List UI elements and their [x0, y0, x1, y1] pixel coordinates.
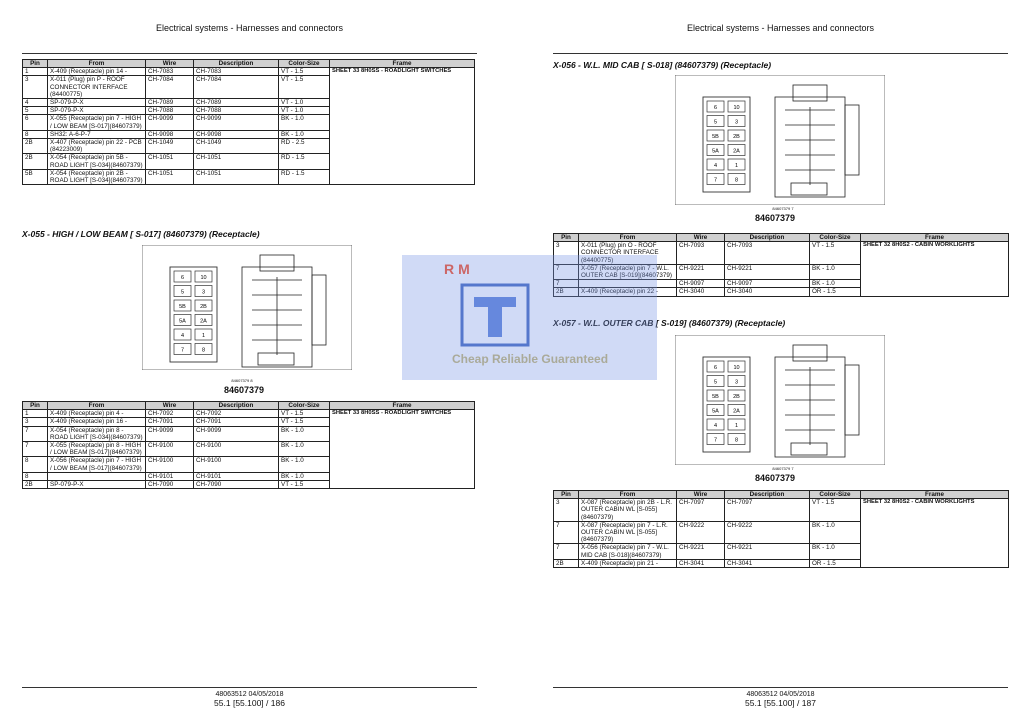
- table-cell: CH-7083: [146, 68, 194, 76]
- frame-cell: SHEET 33 8H0SS - ROADLIGHT SWITCHES: [330, 410, 475, 489]
- figure-small-label: 84607379 7: [772, 206, 794, 211]
- table-cell: X-011 (Plug) pin P - ROOF CONNECTOR INTERFACE (84400775): [48, 76, 146, 99]
- wrench-logo-icon: [460, 283, 530, 348]
- table-cell: BK - 1.0: [279, 115, 330, 130]
- pin-label: 7: [713, 177, 718, 184]
- table-cell: CH-9101: [194, 472, 279, 480]
- table-cell: CH-9222: [725, 521, 810, 544]
- table-cell: CH-7088: [146, 107, 194, 115]
- pin-label: 2B: [200, 304, 207, 310]
- watermark: [402, 255, 657, 380]
- pin-label: 6: [180, 275, 185, 281]
- pin-label: 5: [180, 289, 185, 296]
- pin-label: 6: [713, 365, 718, 371]
- connector-figure-x055: [142, 245, 352, 370]
- table-cell: X-409 (Receptacle) pin 21 -: [579, 559, 677, 567]
- table-cell: CH-3041: [677, 559, 725, 567]
- page-footer: [22, 690, 477, 708]
- table-cell: RD - 1.5: [279, 154, 330, 169]
- table-cell: CH-7090: [146, 481, 194, 489]
- footer-page-number: 55.1 [55.100] / 186: [214, 698, 285, 708]
- column-header: Description: [194, 402, 279, 410]
- table-cell: CH-7089: [146, 99, 194, 107]
- pin-label: 10: [733, 105, 740, 111]
- column-header: From: [48, 60, 146, 68]
- table-cell: VT - 1.5: [810, 499, 861, 522]
- pin-label: 10: [200, 275, 207, 281]
- pin-label: 5: [713, 119, 718, 126]
- table-cell: X-409 (Receptacle) pin 4 -: [48, 410, 146, 418]
- pin-label: 8: [734, 177, 739, 184]
- table-cell: X-054 (Receptacle) pin 8 - ROAD LIGHT [S-034](84607379): [48, 426, 146, 441]
- table-cell: X-407 (Receptacle) pin 22 - PCB (84223009): [48, 139, 146, 154]
- frame-cell: SHEET 32 8H0S2 - CABIN WORKLIGHTS: [861, 499, 1009, 568]
- table-cell: X-409 (Receptacle) pin 22 -: [579, 288, 677, 296]
- table-cell: 2B: [23, 154, 48, 169]
- table-cell: 2B: [23, 139, 48, 154]
- pin-label: 5A: [712, 148, 719, 155]
- table-cell: CH-9099: [194, 115, 279, 130]
- pin-label: 8: [734, 437, 739, 444]
- frame-cell: SHEET 33 8H0SS - ROADLIGHT SWITCHES: [330, 68, 475, 185]
- table-cell: CH-7093: [677, 242, 725, 265]
- table-cell: BK - 1.0: [810, 544, 861, 559]
- table-row: [554, 499, 1009, 522]
- table-cell: 7: [23, 426, 48, 441]
- pin-label: 8: [201, 347, 206, 354]
- table-cell: X-087 (Receptacle) pin 7 - L.R. OUTER CABIN WL [S-055](84607379): [579, 521, 677, 544]
- pin-label: 1: [734, 423, 739, 429]
- table-cell: RD - 2.5: [279, 139, 330, 154]
- part-number: 84607379: [754, 213, 796, 223]
- table-cell: 7: [554, 521, 579, 544]
- pin-label: 5B: [179, 304, 186, 310]
- table-cell: X-409 (Receptacle) pin 16 -: [48, 418, 146, 426]
- table-cell: X-057 (Receptacle) pin 7 - W.L. OUTER CAB [S-019](84607379): [579, 264, 677, 279]
- table-cell: CH-7097: [677, 499, 725, 522]
- table-cell: VT - 1.0: [279, 99, 330, 107]
- column-header: Pin: [554, 491, 579, 499]
- table-cell: CH-9099: [194, 426, 279, 441]
- pin-label: 2B: [733, 134, 740, 140]
- table-cell: X-054 (Receptacle) pin 5B - ROAD LIGHT [S-034](84607379): [48, 154, 146, 169]
- table-cell: 4: [23, 99, 48, 107]
- table-cell: 3: [23, 76, 48, 99]
- frame-cell: SHEET 32 8H0S2 - CABIN WORKLIGHTS: [861, 242, 1009, 296]
- table-cell: 6: [23, 115, 48, 130]
- figure-small-label: 84607379 8: [231, 378, 253, 383]
- table-cell: CH-9098: [194, 130, 279, 138]
- table-cell: CH-9097: [725, 280, 810, 288]
- table-cell: X-055 (Receptacle) pin 7 - HIGH / LOW BEAM [S-017](84607379): [48, 115, 146, 130]
- table-row: [23, 410, 475, 418]
- table-cell: CH-7093: [725, 242, 810, 265]
- table-cell: CH-9099: [146, 115, 194, 130]
- column-header: Wire: [677, 491, 725, 499]
- pin-label: 1: [201, 333, 206, 339]
- table-cell: CH-9100: [146, 442, 194, 457]
- figure-small-label: 84607379 7: [772, 466, 794, 471]
- pin-label: 5A: [712, 408, 719, 415]
- table-cell: CH-7084: [194, 76, 279, 99]
- table-cell: CH-7084: [146, 76, 194, 99]
- table-cell: CH-7088: [194, 107, 279, 115]
- table-cell: BK - 1.0: [279, 442, 330, 457]
- table-cell: VT - 1.5: [279, 418, 330, 426]
- column-header: Wire: [146, 402, 194, 410]
- table-cell: 8: [23, 457, 48, 472]
- table-cell: CH-7089: [194, 99, 279, 107]
- table-cell: CH-1051: [194, 169, 279, 184]
- table-cell: 7: [554, 544, 579, 559]
- table-cell: SP-079-P-X: [48, 107, 146, 115]
- table-cell: 7: [554, 264, 579, 279]
- column-header: Wire: [146, 60, 194, 68]
- table-cell: [48, 472, 146, 480]
- table-cell: 7: [554, 280, 579, 288]
- pin-label: 3: [734, 119, 739, 126]
- pin-label: 7: [713, 437, 718, 444]
- table-cell: CH-9222: [677, 521, 725, 544]
- column-header: Description: [725, 234, 810, 242]
- page-header: Electrical systems - Harnesses and connectors: [686, 23, 875, 33]
- section-title-x057: X-057 - W.L. OUTER CAB [ S-019] (84607379) (Receptacle): [553, 318, 786, 328]
- pin-label: 5B: [712, 394, 719, 400]
- table-cell: VT - 1.5: [279, 481, 330, 489]
- table-cell: 3: [23, 418, 48, 426]
- pin-label: 4: [713, 423, 718, 429]
- table-cell: BK - 1.0: [810, 264, 861, 279]
- table-cell: 2B: [554, 559, 579, 567]
- table-cell: SP-079-P-X: [48, 99, 146, 107]
- table-cell: CH-9101: [146, 472, 194, 480]
- column-header: Color-Size: [279, 402, 330, 410]
- table-cell: X-056 (Receptacle) pin 7 - HIGH / LOW BEAM [S-017](84607379): [48, 457, 146, 472]
- table-cell: CH-9221: [725, 544, 810, 559]
- section-title-x055: X-055 - HIGH / LOW BEAM [ S-017] (84607379) (Receptacle): [22, 229, 260, 239]
- table-cell: CH-3041: [725, 559, 810, 567]
- connector-table-2: [22, 401, 475, 489]
- header-rule: [553, 53, 1008, 54]
- table-cell: 7: [23, 442, 48, 457]
- table-cell: BK - 1.0: [279, 457, 330, 472]
- table-cell: CH-9221: [677, 264, 725, 279]
- column-header: Color-Size: [279, 60, 330, 68]
- table-cell: BK - 1.0: [810, 280, 861, 288]
- table-cell: 2B: [23, 481, 48, 489]
- table-cell: CH-9099: [146, 426, 194, 441]
- table-cell: 8: [23, 472, 48, 480]
- column-header: Pin: [23, 402, 48, 410]
- header-rule: [22, 53, 477, 54]
- table-cell: VT - 1.5: [279, 76, 330, 99]
- table-cell: 5: [23, 107, 48, 115]
- table-cell: SH32: A-6-P-7: [48, 130, 146, 138]
- table-cell: RD - 1.5: [279, 169, 330, 184]
- pin-label: 7: [180, 347, 185, 354]
- table-cell: BK - 1.0: [279, 472, 330, 480]
- table-cell: CH-9221: [677, 544, 725, 559]
- pin-label: 5B: [712, 134, 719, 140]
- connector-table-1: [22, 59, 475, 185]
- column-header: Description: [194, 60, 279, 68]
- table-cell: VT - 1.5: [279, 68, 330, 76]
- pin-label: 5A: [179, 318, 186, 325]
- table-cell: CH-7090: [194, 481, 279, 489]
- table-cell: BK - 1.0: [279, 426, 330, 441]
- pin-label: 3: [734, 379, 739, 386]
- column-header: Pin: [23, 60, 48, 68]
- pin-label: 3: [201, 289, 206, 296]
- connector-table-4: [553, 490, 1009, 568]
- pin-label: 5: [713, 379, 718, 386]
- pin-label: 2A: [733, 408, 740, 415]
- column-header: From: [579, 491, 677, 499]
- table-cell: CH-1051: [146, 169, 194, 184]
- column-header: Frame: [330, 402, 475, 410]
- table-cell: CH-7092: [146, 410, 194, 418]
- table-cell: CH-9097: [677, 280, 725, 288]
- table-cell: CH-1051: [194, 154, 279, 169]
- pin-label: 2A: [200, 318, 207, 325]
- table-cell: X-055 (Receptacle) pin 8 - HIGH / LOW BEAM [S-017](84607379): [48, 442, 146, 457]
- table-cell: 5B: [23, 169, 48, 184]
- watermark-tagline: Cheap Reliable Guaranteed: [452, 352, 609, 366]
- watermark-logo-text: RM: [444, 261, 474, 277]
- connector-figure-x057: [675, 335, 885, 465]
- table-cell: VT - 1.5: [810, 242, 861, 265]
- pin-label: 2B: [733, 394, 740, 400]
- pin-label: 10: [733, 365, 740, 371]
- column-header: Pin: [554, 234, 579, 242]
- column-header: From: [579, 234, 677, 242]
- table-cell: X-409 (Receptacle) pin 14 -: [48, 68, 146, 76]
- table-cell: 2B: [554, 288, 579, 296]
- section-title-x056: X-056 - W.L. MID CAB [ S-018] (84607379) (Receptacle): [553, 60, 772, 70]
- table-cell: VT - 1.0: [279, 107, 330, 115]
- part-number: 84607379: [223, 385, 265, 395]
- table-cell: CH-7092: [194, 410, 279, 418]
- table-cell: CH-1051: [146, 154, 194, 169]
- table-cell: X-011 (Plug) pin O - ROOF CONNECTOR INTERFACE (84400775): [579, 242, 677, 265]
- pin-label: 4: [180, 333, 185, 339]
- column-header: Color-Size: [810, 234, 861, 242]
- connector-figure-x056: [675, 75, 885, 205]
- part-number: 84607379: [754, 473, 796, 483]
- page-footer: [553, 690, 1008, 708]
- table-cell: BK - 1.0: [279, 130, 330, 138]
- pin-label: 6: [713, 105, 718, 111]
- table-cell: SP-079-P-X: [48, 481, 146, 489]
- table-cell: CH-7091: [194, 418, 279, 426]
- table-cell: X-056 (Receptacle) pin 7 - W.L. MID CAB [S-018](84607379): [579, 544, 677, 559]
- column-header: Description: [725, 491, 810, 499]
- table-cell: VT - 1.5: [279, 410, 330, 418]
- table-cell: CH-9100: [146, 457, 194, 472]
- table-cell: 1: [23, 410, 48, 418]
- table-cell: OR - 1.5: [810, 288, 861, 296]
- footer-page-number: 55.1 [55.100] / 187: [745, 698, 816, 708]
- table-cell: 8: [23, 130, 48, 138]
- table-cell: BK - 1.0: [810, 521, 861, 544]
- table-cell: X-054 (Receptacle) pin 2B - ROAD LIGHT [S-034](84607379): [48, 169, 146, 184]
- column-header: From: [48, 402, 146, 410]
- table-cell: CH-7091: [146, 418, 194, 426]
- table-cell: 3: [554, 242, 579, 265]
- column-header: Color-Size: [810, 491, 861, 499]
- table-cell: 3: [554, 499, 579, 522]
- column-header: Frame: [330, 60, 475, 68]
- pin-label: 4: [713, 163, 718, 169]
- pin-label: 2A: [733, 148, 740, 155]
- column-header: Frame: [861, 491, 1009, 499]
- table-cell: CH-9221: [725, 264, 810, 279]
- column-header: Frame: [861, 234, 1009, 242]
- table-cell: CH-9098: [146, 130, 194, 138]
- table-cell: CH-9100: [194, 442, 279, 457]
- table-row: [23, 68, 475, 76]
- pin-label: 1: [734, 163, 739, 169]
- table-cell: CH-1049: [146, 139, 194, 154]
- footer-rule: [553, 687, 1008, 688]
- table-cell: OR - 1.5: [810, 559, 861, 567]
- table-cell: CH-3040: [725, 288, 810, 296]
- footer-doc-number: 48063512 04/05/2018: [746, 691, 815, 698]
- table-cell: CH-1049: [194, 139, 279, 154]
- table-cell: X-087 (Receptacle) pin 2B - L.R. OUTER CABIN WL [S-055](84607379): [579, 499, 677, 522]
- footer-doc-number: 48063512 04/05/2018: [215, 691, 284, 698]
- table-cell: CH-7097: [725, 499, 810, 522]
- table-cell: 1: [23, 68, 48, 76]
- table-cell: CH-7083: [194, 68, 279, 76]
- table-cell: CH-9100: [194, 457, 279, 472]
- page-header: Electrical systems - Harnesses and connectors: [155, 23, 344, 33]
- table-cell: CH-3040: [677, 288, 725, 296]
- column-header: Wire: [677, 234, 725, 242]
- footer-rule: [22, 687, 477, 688]
